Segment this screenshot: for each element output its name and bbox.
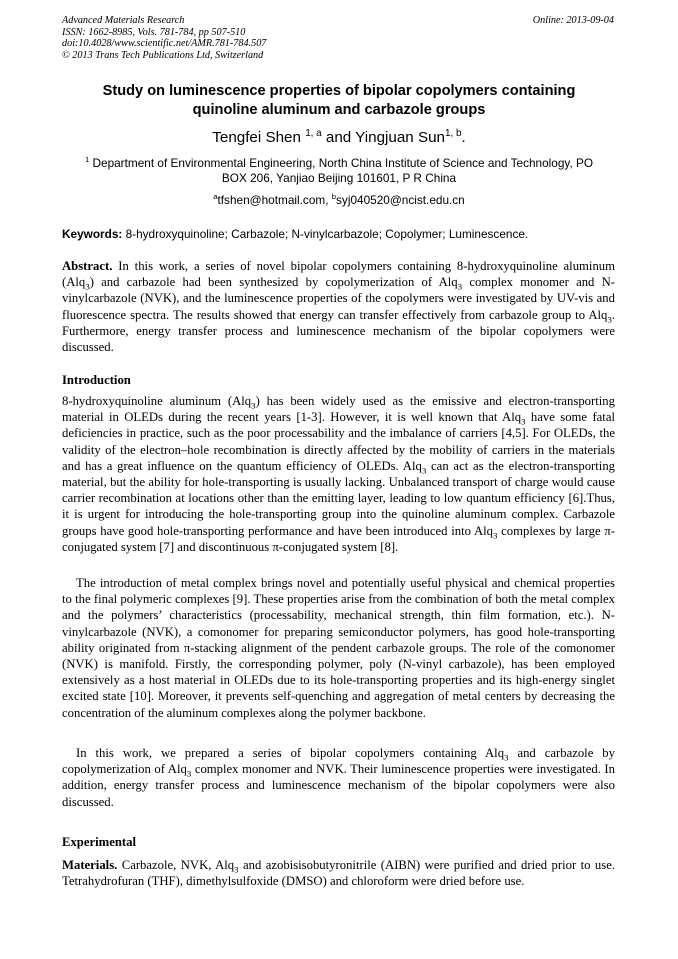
- paragraph-text: and azobisisobutyronitrile (AIBN) were purified and dried prior to use. Tetrahydrofuran (THF), dimethylsulfoxide (DMSO) and chloroform were dried before use.: [62, 858, 615, 889]
- author-1: Tengfei Shen: [212, 129, 301, 146]
- paragraph-text: In this work, we prepared a series of bipolar copolymers containing Alq: [76, 746, 505, 760]
- email-b-marker: b: [331, 192, 337, 202]
- journal-copyright: © 2013 Trans Tech Publications Ltd, Switzerland: [62, 49, 264, 61]
- experimental-heading: Experimental: [62, 835, 137, 849]
- affiliation: [62, 156, 616, 186]
- paragraph-text: 8-hydroxyquinoline aluminum (Alq: [62, 394, 252, 408]
- abstract-paragraph: [62, 258, 615, 355]
- journal-issn: ISSN: 1662-8985, Vols. 781-784, pp 507-510: [62, 26, 246, 38]
- email-a: tfshen@hotmail.com,: [217, 193, 329, 207]
- subscript: 3: [186, 768, 192, 779]
- materials-label: Materials.: [62, 858, 118, 872]
- email-b: syj040520@ncist.edu.cn: [336, 193, 465, 207]
- keywords-label: Keywords:: [62, 227, 123, 241]
- subscript: 3: [234, 864, 239, 875]
- subscript: 3: [607, 314, 612, 325]
- author-1-affiliation: 1, a: [305, 127, 322, 139]
- paragraph-text: complex monomer and NVK. Their luminescence properties were investigated. In addition, energy transfer process and luminescence mechanism of the bipolar copolymers were also discussed.: [62, 762, 615, 809]
- abstract-text: complex monomer and N-vinylcarbazole (NVK), and the luminescence properties of the copolymers were investigated by UV-vis and fluorescence spectra. The results showed that energy can transfer effectively from carbazole group to Alq: [62, 275, 615, 322]
- abstract-label: Abstract.: [62, 259, 113, 273]
- introduction-paragraph-2: The introduction of metal complex brings novel and potentially useful physical and chemical properties to the final polymeric complexes [9]. These properties arise from the combination of both the metal complex and the polymers’ characteristics (processability, mechanical strength, thin film formation, etc.). N-vinylcarbazole (NVK), a comonomer for preparing semiconductor polymers, has good hole-transporting ability originated from π-stacking alignment of the pendent carbazole groups. The role of the comonomer (NVK) is manifold. Firstly, the corresponding polymer, poly (N-vinyl carbazole), has been employed extensively as a host material in OLEDs due to its hole-transporting properties and its high-energy singlet excited state [10]. Moreover, it prevents self-quenching and aggregation of metal centers by decreasing the concentration of the aluminum complexes along the polymer backbone.: [62, 576, 615, 720]
- subscript: 3: [85, 281, 90, 292]
- paragraph-text: can act as the electron-transporting material, but the ability for hole-transporting is usually lacking. Unbalanced transport of charge would cause carrier recombination at locations other than the emitting layer, leading to low quantum efficiency [6].Thus, it is urgent for introducing the hole-transporting group into the quinoline aluminum complex. Carbazole groups have good hole-transporting performance and have been introduced into Alq: [62, 458, 616, 538]
- keywords-text: 8-hydroxyquinoline; Carbazole; N-vinylcarbazole; Copolymer; Luminescence.: [125, 227, 529, 241]
- introduction-heading: Introduction: [62, 373, 131, 387]
- keywords: [62, 227, 616, 241]
- paragraph-text: ) has been widely used as the emissive and electron-transporting material in OLEDs during the recent years [1-3]. However, it is well known that Alq: [62, 394, 615, 425]
- materials-paragraph: [62, 857, 615, 889]
- paper-title: [62, 82, 616, 119]
- subscript: 3: [493, 530, 498, 541]
- title-line-1: Study on luminescence properties of bipolar copolymers containing: [102, 83, 576, 99]
- author-conjunction: and: [325, 129, 352, 146]
- subscript: 3: [251, 400, 256, 411]
- paragraph-text: complexes by large π-conjugated system [7] and discontinuous π-conjugated system [8].: [62, 523, 616, 554]
- affiliation-line-1: Department of Environmental Engineering, North China Institute of Science and Technology, PO: [92, 156, 594, 170]
- subscript: 3: [457, 281, 463, 292]
- journal-doi: doi:10.4028/www.scientific.net/AMR.781-784.507: [62, 38, 267, 50]
- subscript: 3: [504, 752, 509, 763]
- paragraph-text: and carbazole by copolymerization of Alq: [62, 746, 615, 777]
- online-date: Online: 2013-09-04: [532, 15, 614, 26]
- journal-name: Advanced Materials Research: [62, 15, 185, 26]
- abstract-text: . Furthermore, energy transfer process and luminescence mechanism of the bipolar copolymers were discussed.: [62, 307, 615, 355]
- journal-header: [62, 15, 266, 61]
- author-end: .: [461, 129, 466, 146]
- affiliation-number: 1: [84, 155, 90, 165]
- paragraph-text: have some fatal deficiencies in practice, such as the poor processability and the imbalance of carriers [4,5]. For OLEDs, the validity of the electron–hole recombination is directly affected by the mobility of carriers in the materials and has a great influence on the quantum efficiency of OLEDs. Alq: [62, 410, 615, 473]
- title-line-2: quinoline aluminum and carbazole groups: [192, 101, 486, 118]
- author-2: Yingjuan Sun: [355, 129, 445, 146]
- subscript: 3: [421, 465, 427, 476]
- affiliation-line-2: BOX 206, Yanjiao Beijing 101601, P R China: [221, 171, 457, 186]
- email-a-marker: a: [213, 192, 218, 202]
- abstract-text: ) and carbazole had been synthesized by copolymerization of Alq: [89, 275, 458, 290]
- introduction-paragraph-3: [62, 745, 615, 810]
- author-2-affiliation: 1, b: [445, 127, 462, 139]
- email-list: [62, 193, 616, 207]
- subscript: 3: [521, 416, 526, 427]
- abstract-text: In this work, a series of novel bipolar copolymers containing 8-hydroxyquinoline aluminum (Alq: [62, 259, 616, 290]
- introduction-paragraph-1: [62, 393, 615, 555]
- author-list: [62, 128, 616, 148]
- paragraph-text: Carbazole, NVK, Alq: [121, 858, 235, 872]
